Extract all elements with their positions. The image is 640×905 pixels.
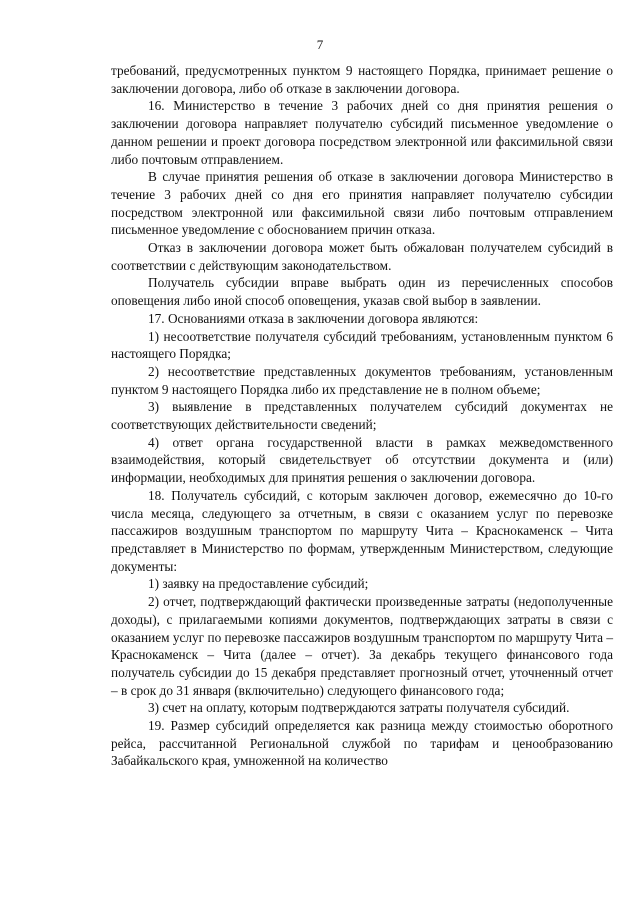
paragraph-appeal: Отказ в заключении договора может быть обжалован получателем субсидий в соответствии с действующим законодательством. — [111, 240, 613, 273]
paragraph-item-17-4: 4) ответ органа государственной власти в рамках межведомственного взаимодействия, который свидетельствует об отсутствии документа и (или) информации, необходимых для принятия решения о заключении договора. — [111, 434, 613, 486]
paragraph-item-18-1: 1) заявку на предоставление субсидий; — [148, 576, 369, 592]
paragraph-item-18-2: 2) отчет, подтверждающий фактически произведенные затраты (недополученные доходы), с прилагаемыми копиями документов, подтверждающих затраты в связи с оказанием услуг по перевозке пассажиров воздушным транспортом по маршруту Чита – Краснокаменск – Чита (далее – отчет). За декабрь текущего финансового года получатель субсидии до 15 декабря представляет прогнозный отчет, уточненный отчет – в срок до 31 января (включительно) следующего финансового года; — [111, 594, 614, 698]
paragraph-item-17: 17. Основаниями отказа в заключении договора являются: — [148, 310, 479, 326]
page-number: 7 — [316, 37, 324, 52]
document-body — [111, 62, 613, 770]
paragraph-item-18: 18. Получатель субсидий, с которым заключен договор, ежемесячно до 10-го числа месяца, следующего за отчетным, в связи с оказанием услуг по перевозке пассажиров воздушным транспортом по маршруту Чита – Краснокаменск – Чита представляет в Министерство по формам, утвержденным Министерством, следующие документы: — [111, 487, 613, 574]
paragraph-item-19: 19. Размер субсидий определяется как разница между стоимостью оборотного рейса, рассчитанной Региональной службой по тарифам и ценообразованию Забайкальского края, умноженной на количество — [111, 718, 613, 769]
paragraph-item-17-2: 2) несоответствие представленных документов требованиям, установленным пунктом 9 настоящего Порядка либо их представление не в полном объеме; — [111, 363, 613, 397]
paragraph-continuation: требований, предусмотренных пунктом 9 настоящего Порядка, принимает решение о заключении договора, либо об отказе в заключении договора. — [111, 63, 613, 96]
paragraph-item-18-3: 3) счет на оплату, которым подтверждаются затраты получателя субсидий. — [148, 700, 570, 716]
paragraph-item-17-3: 3) выявление в представленных получателем субсидий документах не соответствующих действительности сведений; — [111, 399, 613, 433]
paragraph-item-17-1: 1) несоответствие получателя субсидий требованиям, установленным пунктом 6 настоящего Порядка; — [111, 328, 613, 362]
paragraph-item-16: 16. Министерство в течение 3 рабочих дней со дня принятия решения о заключении договора направляет получателю субсидий письменное уведомление о данном решении и проект договора посредством электронной или факсимильной связи либо почтовым отправлением. — [111, 98, 613, 167]
paragraph-notification-choice: Получатель субсидии вправе выбрать один из перечисленных способов оповещения либо иной способ оповещения, указав свой выбор в заявлении. — [111, 275, 613, 309]
paragraph-refusal-notice: В случае принятия решения об отказе в заключении договора Министерство в течение 3 рабочих дней со дня его принятия направляет получателю субсидии посредством электронной или факсимильной связи либо почтовым отправлением письменное уведомление с обоснованием причин отказа. — [111, 169, 613, 238]
